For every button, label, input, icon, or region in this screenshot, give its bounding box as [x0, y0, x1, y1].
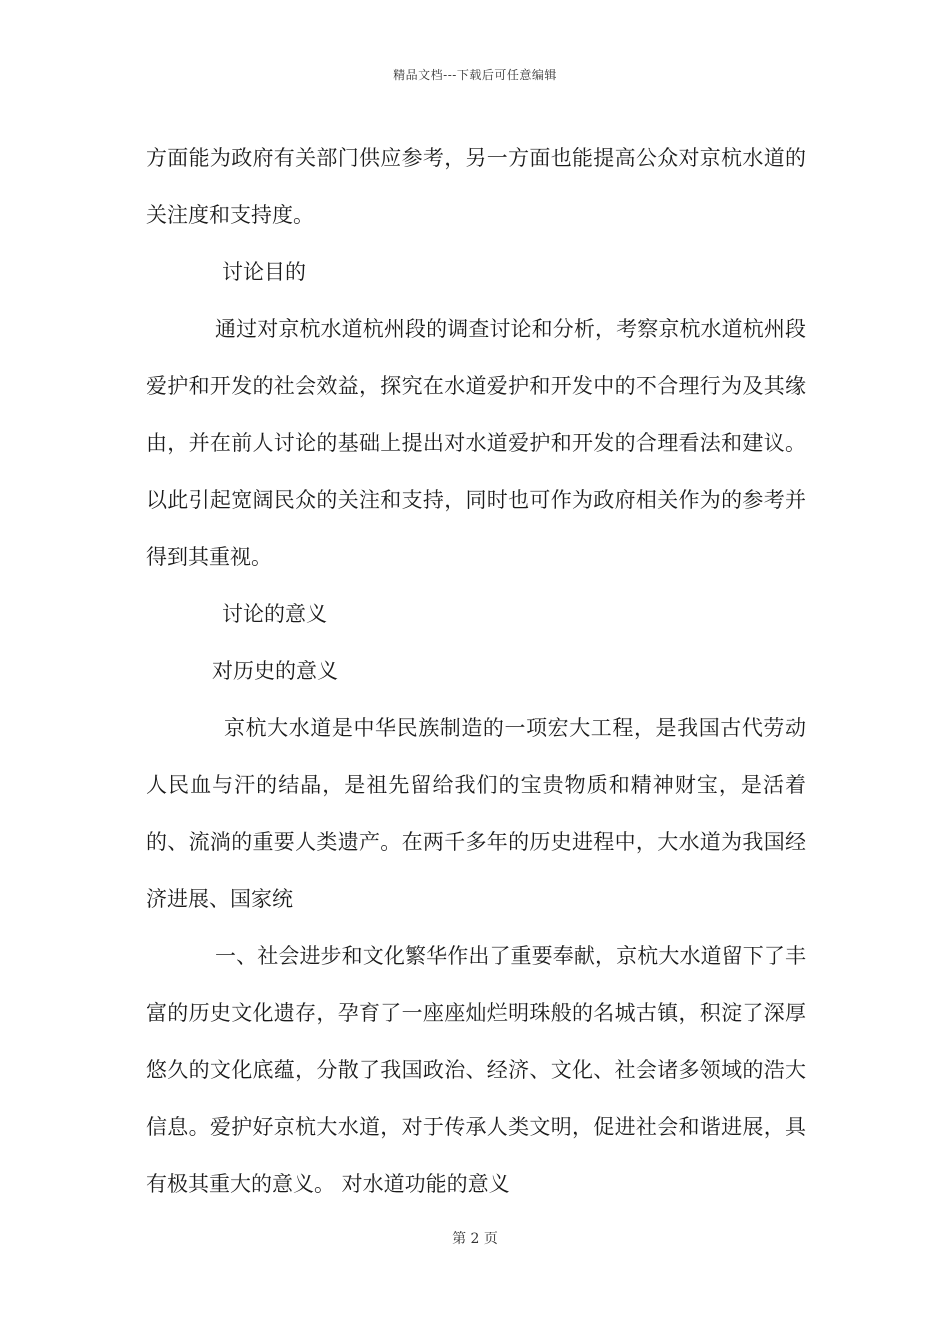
- page-number: 第 2 页: [452, 1231, 498, 1247]
- document-body: [146, 130, 806, 1213]
- paragraph-purpose: 通过对京杭水道杭州段的调查讨论和分析，考察京杭水道杭州段爱护和开发的社会效益，探究在水道爱护和开发中的不合理行为及其缘由，并在前人讨论的基础上提出对水道爱护和开发的合理看法和建议。以此引起宽阔民众的关注和支持，同时也可作为政府相关作为的参考并得到其重视。: [146, 317, 806, 569]
- paragraph-history: 京杭大水道是中华民族制造的一项宏大工程，是我国古代劳动人民血与汗的结晶，是祖先留给我们的宝贵物质和精神财宝，是活着的、流淌的重要人类遗产。在两千多年的历史进程中，大水道为我国经济进展、国家统: [146, 716, 806, 911]
- subsection-heading-history: 对历史的意义: [212, 659, 338, 683]
- page-header: 精品文档---下载后可任意编辑: [393, 68, 557, 82]
- section-heading-significance: 讨论的意义: [222, 602, 327, 626]
- section-heading-purpose: 讨论目的: [222, 260, 306, 284]
- paragraph-continuation: 方面能为政府有关部门供应参考，另一方面也能提高公众对京杭水道的关注度和支持度。: [146, 146, 806, 227]
- paragraph-contribution: 一、社会进步和文化繁华作出了重要奉献，京杭大水道留下了丰富的历史文化遗存，孕育了一座座灿烂明珠般的名城古镇，积淀了深厚悠久的文化底蕴，分散了我国政治、经济、文化、社会诸多领域的浩大信息。爱护好京杭大水道，对于传承人类文明，促进社会和谐进展，具有极其重大的意义。 对水道功能的意义: [146, 944, 806, 1196]
